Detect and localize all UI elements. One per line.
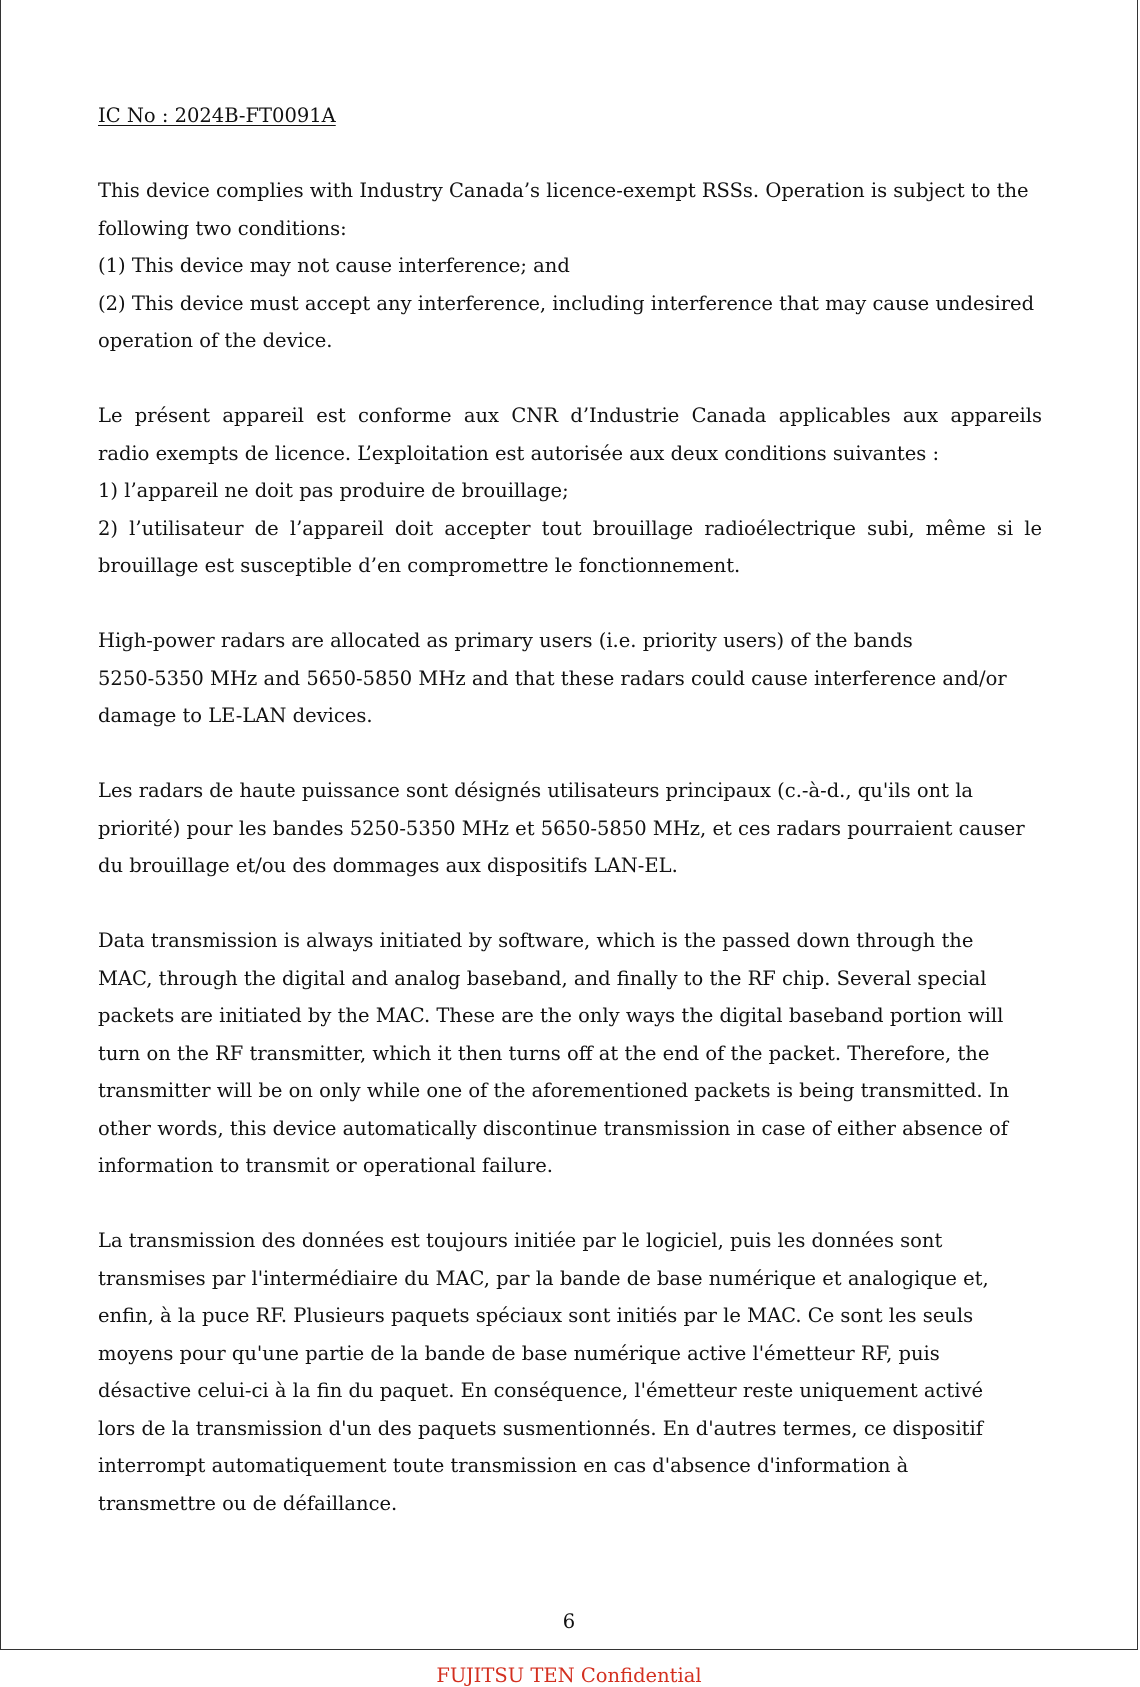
text-line: operation of the device. <box>98 329 333 352</box>
text-line: transmettre ou de défaillance. <box>98 1491 398 1515</box>
text-line: du brouillage et/ou des dommages aux dispositifs LAN-EL. <box>98 854 678 877</box>
paragraph-fr-radars <box>98 772 1042 885</box>
text-line: damage to LE-LAN devices. <box>98 704 373 727</box>
document-body <box>98 97 1042 1522</box>
text-line: (2) This device must accept any interference, including interference that may cause undesired <box>98 291 1035 315</box>
text-line: packets are initiated by the MAC. These are the only ways the digital baseband portion will <box>98 1004 1004 1027</box>
text-line: turn on the RF transmitter, which it then turns off at the end of the packet. Therefore, the <box>98 1041 990 1065</box>
text-line: 1) l’appareil ne doit pas produire de brouillage; <box>98 479 569 502</box>
paragraph-en-conditions <box>98 172 1042 360</box>
paragraph-fr-conditions <box>98 397 1042 585</box>
text-line: transmitter will be on only while one of the aforementioned packets is being transmitted. In <box>98 1079 1010 1102</box>
text-line: Data transmission is always initiated by software, which is the passed down through the <box>98 929 974 952</box>
text-line: moyens pour qu'une partie de la bande de base numérique active l'émetteur RF, puis <box>98 1341 940 1365</box>
text-line: other words, this device automatically discontinue transmission in case of either absence of <box>98 1116 1008 1140</box>
text-line: priorité) pour les bandes 5250-5350 MHz et 5650-5850 MHz, et ces radars pourraient causer <box>98 816 1025 840</box>
text-line: (1) This device may not cause interference; and <box>98 254 570 277</box>
text-line: lors de la transmission d'un des paquets susmentionnés. En d'autres termes, ce dispositif <box>98 1416 983 1440</box>
confidential-footer: FUJITSU TEN Confidential <box>436 1664 702 1687</box>
text-line: This device complies with Industry Canada’s licence-exempt RSSs. Operation is subject to the <box>98 179 1029 202</box>
paragraph-fr-transmission <box>98 1222 1042 1522</box>
text-line: La transmission des données est toujours initiée par le logiciel, puis les données sont <box>98 1229 943 1252</box>
text-line: Les radars de haute puissance sont désignés utilisateurs principaux (c.-à-d., qu'ils ont la <box>98 779 974 802</box>
page-number: 6 <box>562 1610 576 1633</box>
text-line: High-power radars are allocated as primary users (i.e. priority users) of the bands <box>98 629 913 652</box>
ic-number-heading: IC No : 2024B-FT0091A <box>98 104 336 127</box>
text-line: information to transmit or operational failure. <box>98 1154 553 1177</box>
text-line: 5250-5350 MHz and 5650-5850 MHz and that these radars could cause interference and/or <box>98 666 1007 690</box>
text-line: désactive celui-ci à la fin du paquet. En conséquence, l'émetteur reste uniquement activé <box>98 1379 984 1402</box>
text-line: Le présent appareil est conforme aux CNR d’Industrie Canada applicables aux appareils <box>98 404 1042 427</box>
text-line: 2) l’utilisateur de l’appareil doit accepter tout brouillage radioélectrique subi, même si le <box>98 516 1042 540</box>
text-line: enfin, à la puce RF. Plusieurs paquets spéciaux sont initiés par le MAC. Ce sont les seuls <box>98 1304 974 1327</box>
text-line: MAC, through the digital and analog baseband, and finally to the RF chip. Several special <box>98 966 987 990</box>
paragraph-en-radars <box>98 622 1042 735</box>
text-line: radio exempts de licence. L’exploitation est autorisée aux deux conditions suivantes : <box>98 441 940 465</box>
text-line: transmises par l'intermédiaire du MAC, par la bande de base numérique et analogique et, <box>98 1266 989 1290</box>
text-line: interrompt automatiquement toute transmission en cas d'absence d'information à <box>98 1454 909 1477</box>
paragraph-en-transmission <box>98 922 1042 1185</box>
text-line: brouillage est susceptible d’en compromettre le fonctionnement. <box>98 554 741 577</box>
text-line: following two conditions: <box>98 216 347 240</box>
